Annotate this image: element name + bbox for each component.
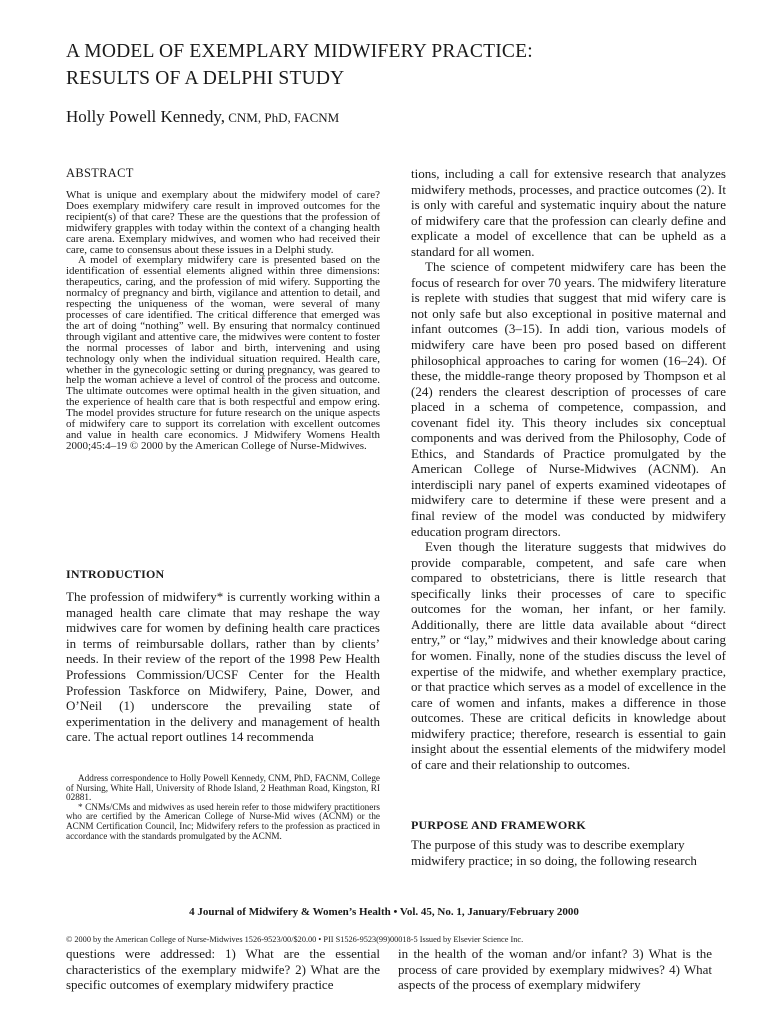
abstract-body <box>66 190 380 452</box>
continuation-right <box>398 946 712 993</box>
author-credential-facnm: FACNM <box>290 110 340 125</box>
article-title-line-2: RESULTS OF A DELPHI STUDY <box>66 68 345 89</box>
right-paragraph-2: The science of competent midwifery care has been the focus of research for over 70 years. The midwifery literature is replete with studies that suggest that mid wifery care is not only safe but also exceptional in positive maternal and infant outcomes (3–15). In addi tion, various models of midwifery care have been pro posed based on different philosophical approaches to caring for women (16–24). Of these, the middle-range theory proposed by Thompson et al (24) renders the clearest description of processes of care placed in a schema of competence, compassion, and covenant fidel ity. This theory includes six conceptual components and was derived from the Philosophy, Code of Ethics, and Standards of Practice promulgated by the American College of Nurse-Midwives (ACNM). An interdiscipli nary panel of experts examined videotapes of midwifery care to determine if these were present and a final review of the model was conducted by midwifery education program directors. <box>411 259 726 539</box>
article-title <box>66 38 706 92</box>
continuation-left <box>66 946 380 993</box>
author-credential-cnm: CNM, <box>224 110 262 125</box>
introduction-heading: INTRODUCTION <box>66 567 165 581</box>
journal-footer: 4 Journal of Midwifery & Women’s Health • Vol. 45, No. 1, January/February 2000 <box>189 906 579 918</box>
continuation-left-text: questions were addressed: 1) What are the essential characteristics of the exemplary midwife? 2) What are the specific outcomes of exemplary midwifery practice <box>66 946 380 993</box>
author-byline <box>66 106 339 129</box>
continuation-right-text: in the health of the woman and/or infant? 3) What is the process of care provided by exemplary midwives? 4) What aspects of the process of exemplary midwifery <box>398 946 712 993</box>
purpose-heading: PURPOSE AND FRAMEWORK <box>411 818 586 832</box>
abstract-heading: ABSTRACT <box>66 166 134 180</box>
right-paragraph-1: tions, including a call for extensive research that analyzes midwifery methods, processes, and practice outcomes (2). It is only with careful and systematic inquiry about the nature of midwifery care that the profession can clearly define and explicate a model of excellence that can be upheld as a standard for all women. <box>411 166 726 259</box>
article-title-line-1: A MODEL OF EXEMPLARY MIDWIFERY PRACTICE: <box>66 41 533 62</box>
introduction-body <box>66 589 380 745</box>
author-credential-phd: PhD, <box>261 110 291 125</box>
introduction-paragraph: The profession of midwifery* is currently working within a managed health care climate that may reshape the way midwives care for women by defining health care practices in terms of reimbursable dollars, rather than by clients’ needs. In their review of the report of the 1998 Pew Health Professions Commission/UCSF Center for the Health Profession Taskforce on Midwifery, Paine, Dower, and O’Neil (1) underscore the prevailing state of experimentation in the delivery and management of health care. The actual report outlines 14 recommenda <box>66 589 380 745</box>
right-column-body <box>411 166 726 772</box>
purpose-paragraph: The purpose of this study was to describe exemplary midwifery practice; in so doing, the following research <box>411 837 697 868</box>
footnote-address: Address correspondence to Holly Powell Kennedy, CNM, PhD, FACNM, College of Nursing, White Hall, University of Rhode Island, 2 Heathman Road, Kingston, RI 02881. <box>66 773 380 803</box>
abstract-paragraph-1: What is unique and exemplary about the midwifery model of care? Does exemplary midwifery care result in improved outcomes for the recipient(s) of that care? These are the questions that the profession of midwifery grapples with today within the context of a changing health care arena. Exemplary midwives, and women who had received their care, came to consensus about these issues in a Delphi study. <box>66 189 380 256</box>
author-name: Holly Powell Kennedy, <box>66 107 225 126</box>
purpose-body <box>411 837 726 868</box>
footnote-definition: * CNMs/CMs and midwives as used herein refer to those midwifery practitioners who are certified by the American College of Nurse-Mid wives (ACNM) or the ACNM Certification Council, Inc; Midwifery refers to the profession as practiced in accordance with the standards promulgated by the ACNM. <box>66 801 380 841</box>
footnotes <box>66 774 380 841</box>
copyright-line: © 2000 by the American College of Nurse-Midwives 1526-9523/00/$20.00 • PII S1526-9523(99)00018-5 Issued by Elsevier Science Inc. <box>66 935 524 944</box>
right-paragraph-3: Even though the literature suggests that midwives do provide comparable, competent, and safe care when compared to obstetricians, there is little research that specifically links their processes of care to specific outcomes for the woman, her infant, or her family. Additionally, there are little data available about “direct entry,” or “lay,” midwives and their knowledge about caring for women. Finally, none of the studies discuss the level of expertise of the midwife, and whether exemplary practice, or that practice which serves as a model of excellence in the care of women and infants, makes a difference in those outcomes. These are critical deficits in knowledge about midwifery practice; therefore, research is essential to gain insight about the essential elements of the midwifery model of care and their relationship to outcomes. <box>411 539 726 772</box>
abstract-paragraph-2: A model of exemplary midwifery care is presented based on the identification of essential elements aligned within three dimensions: therapeutics, caring, and the profession of mid wifery. Supporting the normalcy of pregnancy and birth, vigilance and attention to detail, and respecting the uniqueness of the woman, were several of many processes of care identified. The critical difference that emerged was the art of doing “nothing” well. By ensuring that normalcy continued through vigilant and attentive care, the midwives were content to foster the normal processes of labor and birth, intervening and using technology only when the individual situation required. Health care, whether in the gynecologic setting or during pregnancy, was geared to help the woman achieve a level of control of the process and outcome. The ultimate outcomes were optimal health in the given situation, and the experience of health care that is both respectful and empow ering. The model provides structure for future research on the unique aspects of midwifery care to support its correlation with excellent outcomes and value in health care economics. J Midwifery Womens Health 2000;45:4–19 © 2000 by the American College of Nurse-Midwives. <box>66 254 380 452</box>
